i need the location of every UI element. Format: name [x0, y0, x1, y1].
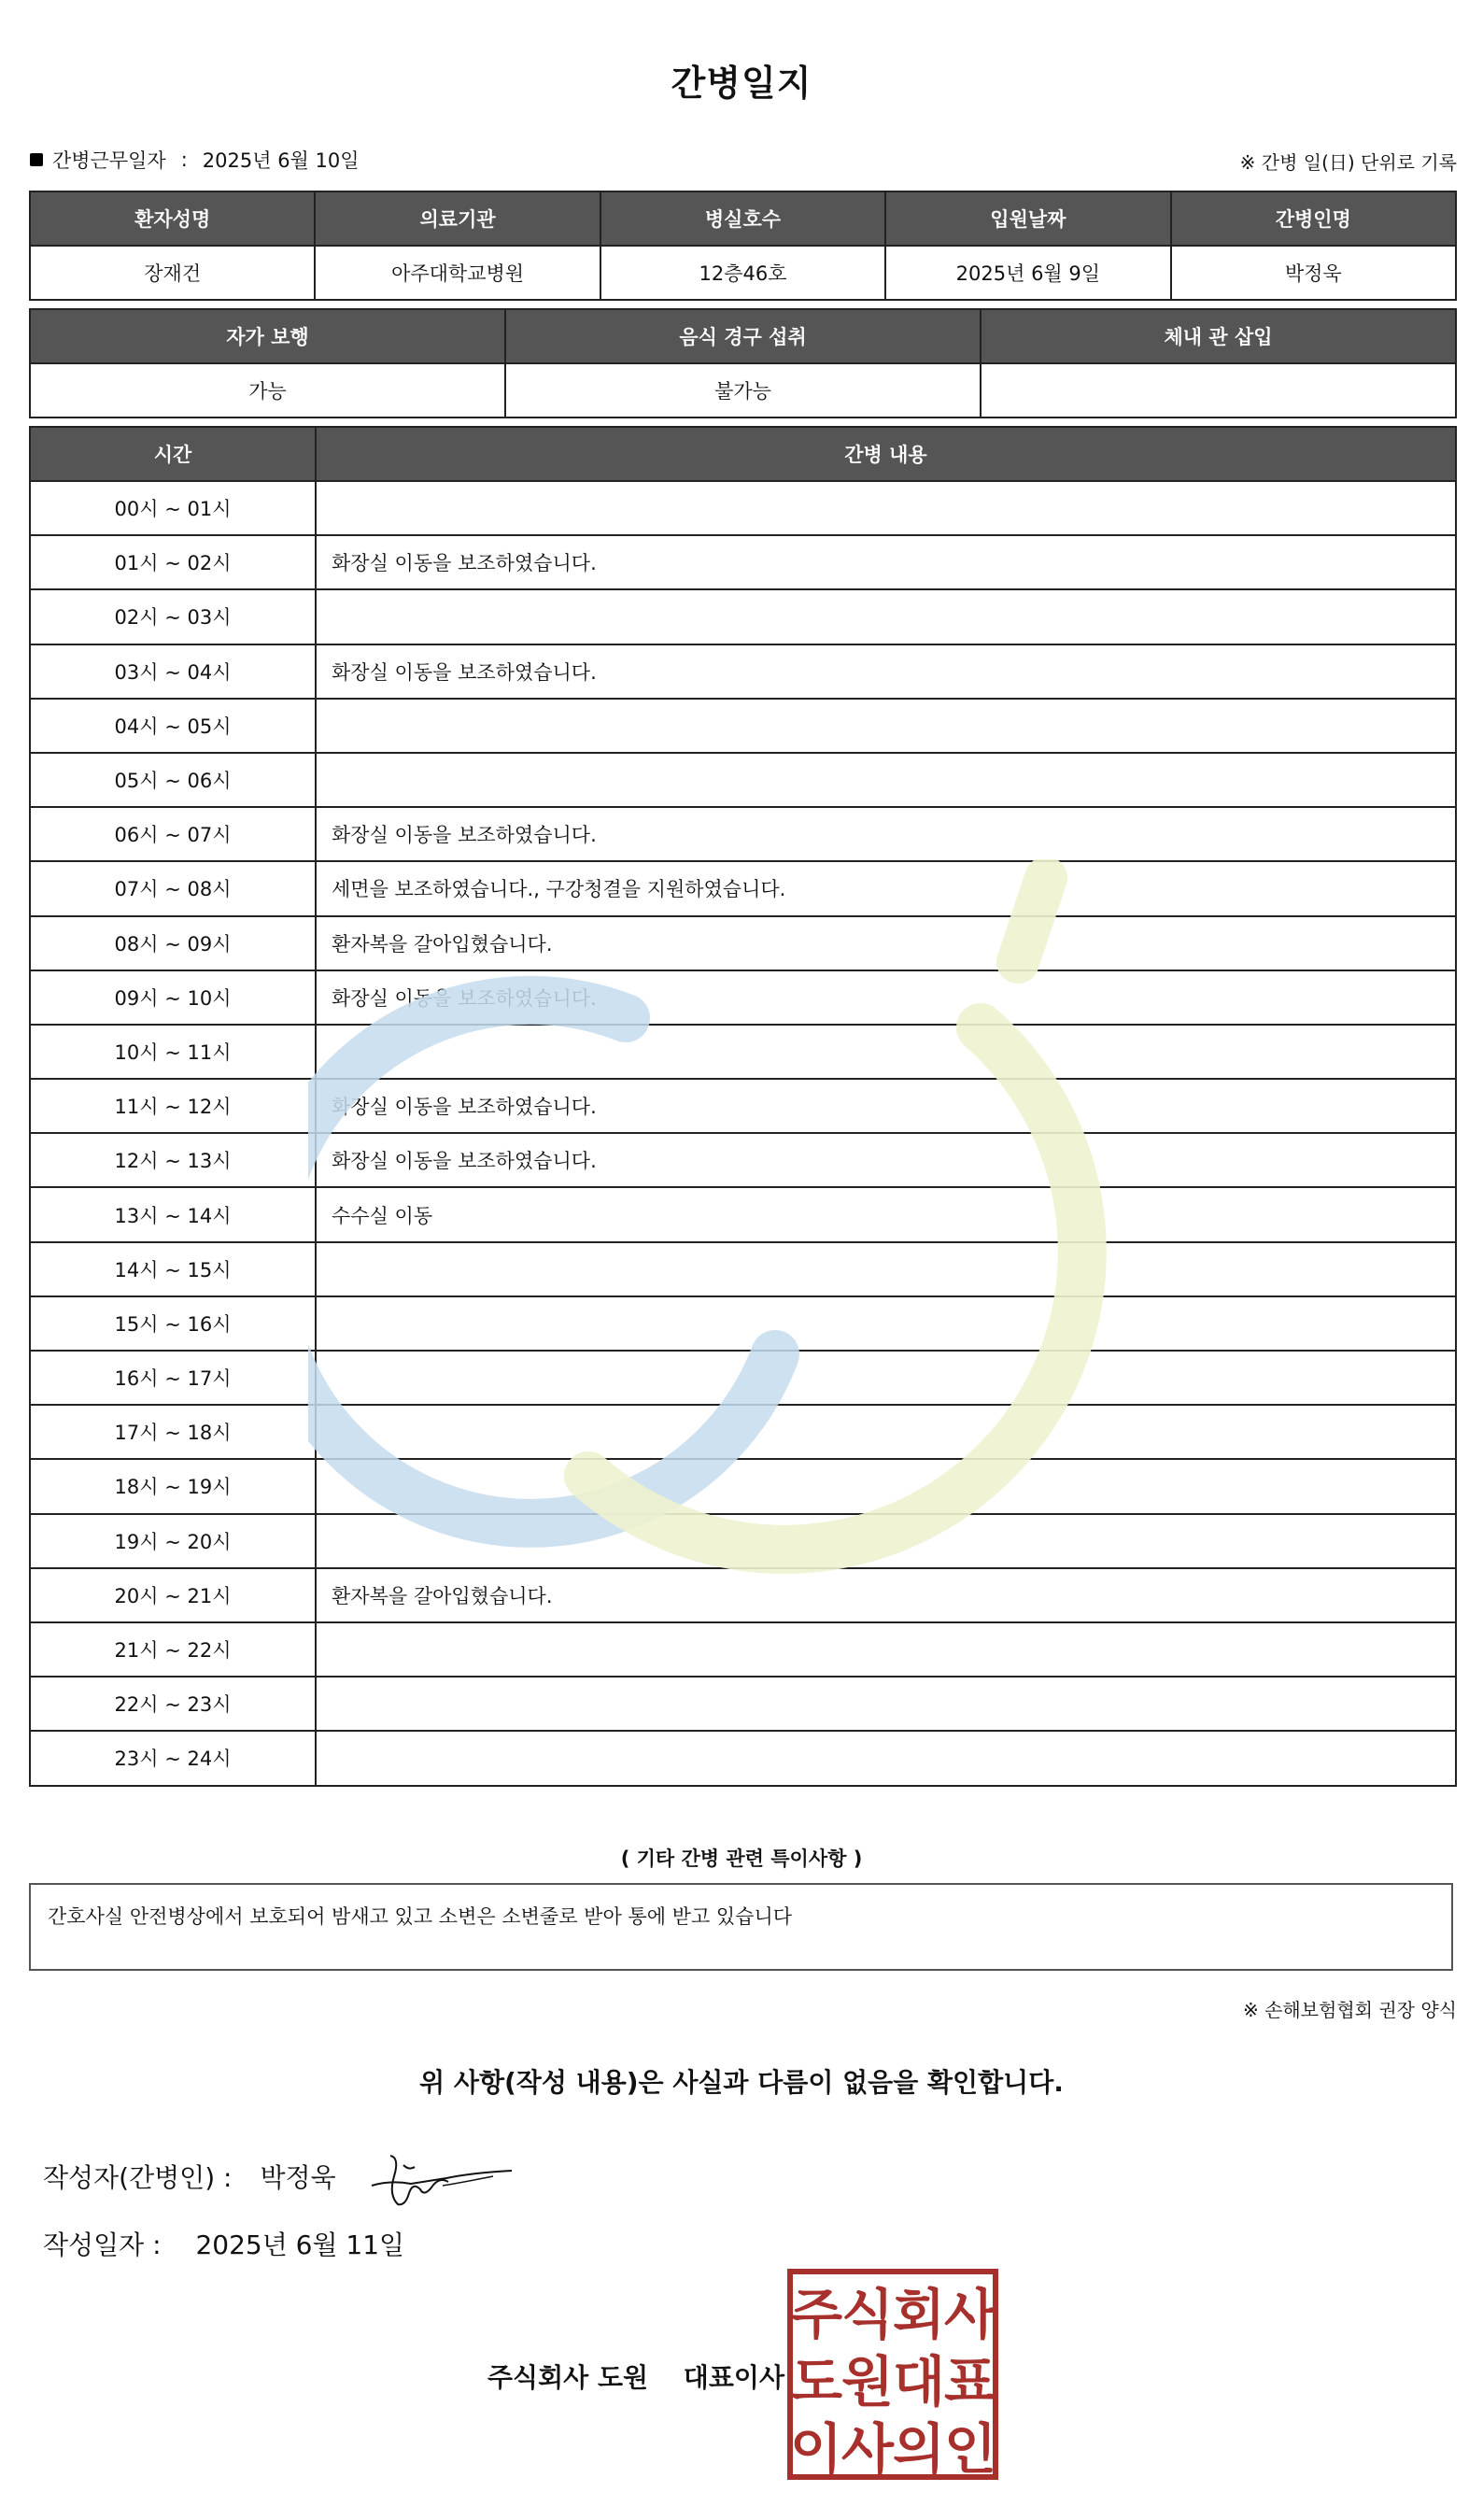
- log-row: [30, 1187, 1456, 1241]
- patient-status-table: [29, 308, 1457, 418]
- caregiver-name-header: 간병인명: [1171, 191, 1456, 246]
- log-time: 17시 ~ 18시: [30, 1405, 316, 1459]
- log-content: [316, 481, 1456, 535]
- log-content: [316, 1405, 1456, 1459]
- log-time: 20시 ~ 21시: [30, 1568, 316, 1622]
- oral-intake-header: 음식 경구 섭취: [505, 309, 981, 363]
- seal-character: 대: [892, 2350, 946, 2414]
- write-date-label: 작성일자 :: [43, 2230, 162, 2260]
- handwritten-signature: [362, 2148, 517, 2210]
- tube-insertion-header: 체내 관 삽입: [981, 309, 1456, 363]
- log-content: [316, 1459, 1456, 1513]
- writer-line: [43, 2158, 336, 2195]
- log-content: [316, 699, 1456, 753]
- time-header: 시간: [30, 427, 316, 481]
- log-time: 03시 ~ 04시: [30, 644, 316, 699]
- log-row: [30, 1242, 1456, 1296]
- company-seal-stamp: [786, 2268, 999, 2481]
- log-row: [30, 1025, 1456, 1079]
- self-walking-value: 가능: [30, 363, 505, 418]
- log-row: [30, 861, 1456, 915]
- log-content: 화장실 이동을 보조하였습니다.: [316, 1133, 1456, 1187]
- room-number-header: 병실호수: [600, 191, 885, 246]
- log-content: [316, 589, 1456, 644]
- log-row: [30, 1296, 1456, 1351]
- special-notes-box: [29, 1883, 1453, 1971]
- seal-character: 원: [840, 2350, 895, 2414]
- log-time: 15시 ~ 16시: [30, 1296, 316, 1351]
- log-content: [316, 1731, 1456, 1785]
- seal-character: 인: [943, 2417, 997, 2481]
- company-name: 주식회사 도원: [487, 2362, 649, 2393]
- log-content: [316, 1296, 1456, 1351]
- patient-name-value: 장재건: [30, 246, 315, 300]
- log-content: 화장실 이동을 보조하였습니다.: [316, 1079, 1456, 1133]
- care-content-header: 간병 내용: [316, 427, 1456, 481]
- log-content: [316, 1242, 1456, 1296]
- writer-name: 박정욱: [260, 2162, 336, 2193]
- log-time: 22시 ~ 23시: [30, 1677, 316, 1731]
- log-row: [30, 699, 1456, 753]
- seal-character: 회: [892, 2283, 946, 2346]
- log-row: [30, 970, 1456, 1025]
- log-row: [30, 1568, 1456, 1622]
- log-row: [30, 1731, 1456, 1785]
- oral-intake-value: 불가능: [505, 363, 981, 418]
- seal-character: 도: [789, 2350, 843, 2414]
- log-time: 09시 ~ 10시: [30, 970, 316, 1025]
- log-time: 05시 ~ 06시: [30, 753, 316, 807]
- seal-character: 표: [943, 2350, 997, 2414]
- seal-character: 사: [943, 2283, 997, 2346]
- log-row: [30, 1622, 1456, 1677]
- special-notes-title: ( 기타 간병 관련 특이사항 ): [620, 1848, 863, 1870]
- care-log-table: [29, 426, 1457, 1787]
- log-content: 화장실 이동을 보조하였습니다.: [316, 970, 1456, 1025]
- log-content: 세면을 보조하였습니다., 구강청결을 지원하였습니다.: [316, 861, 1456, 915]
- log-row: [30, 1677, 1456, 1731]
- seal-character: 이: [789, 2417, 843, 2481]
- admission-date-value: 2025년 6월 9일: [885, 246, 1170, 300]
- log-content: [316, 753, 1456, 807]
- patient-name-header: 환자성명: [30, 191, 315, 246]
- hospital-value: 아주대학교병원: [315, 246, 600, 300]
- log-time: 19시 ~ 20시: [30, 1514, 316, 1568]
- company-line: [487, 2357, 784, 2395]
- write-date-line: [43, 2225, 404, 2262]
- log-content: [316, 1677, 1456, 1731]
- seal-character: 사: [840, 2417, 895, 2481]
- log-content: 화장실 이동을 보조하였습니다.: [316, 807, 1456, 861]
- log-row: [30, 1079, 1456, 1133]
- log-time: 14시 ~ 15시: [30, 1242, 316, 1296]
- log-content: [316, 1622, 1456, 1677]
- hospital-header: 의료기관: [315, 191, 600, 246]
- log-content: [316, 1025, 1456, 1079]
- log-time: 07시 ~ 08시: [30, 861, 316, 915]
- log-row: [30, 807, 1456, 861]
- daily-record-note: ※ 간병 일(日) 단위로 기록: [1239, 151, 1457, 174]
- log-content: 환자복을 갈아입혔습니다.: [316, 1568, 1456, 1622]
- seal-character: 주: [789, 2283, 843, 2346]
- self-walking-header: 자가 보행: [30, 309, 505, 363]
- log-time: 16시 ~ 17시: [30, 1351, 316, 1405]
- log-time: 08시 ~ 09시: [30, 916, 316, 970]
- seal-character: 식: [840, 2283, 895, 2346]
- page-title: 간병일지: [671, 63, 812, 104]
- room-number-value: 12층46호: [600, 246, 885, 300]
- log-row: [30, 535, 1456, 589]
- log-time: 01시 ~ 02시: [30, 535, 316, 589]
- log-time: 00시 ~ 01시: [30, 481, 316, 535]
- log-row: [30, 589, 1456, 644]
- log-row: [30, 481, 1456, 535]
- work-date-line: [30, 146, 360, 174]
- work-date-label: 간병근무일자: [52, 149, 166, 172]
- patient-info-table: [29, 191, 1457, 301]
- log-row: [30, 1405, 1456, 1459]
- log-time: 12시 ~ 13시: [30, 1133, 316, 1187]
- caregiver-name-value: 박정욱: [1171, 246, 1456, 300]
- log-row: [30, 1514, 1456, 1568]
- log-content: 수수실 이동: [316, 1187, 1456, 1241]
- log-row: [30, 644, 1456, 699]
- writer-label: 작성자(간병인) :: [43, 2162, 233, 2193]
- log-row: [30, 916, 1456, 970]
- log-time: 13시 ~ 14시: [30, 1187, 316, 1241]
- log-time: 10시 ~ 11시: [30, 1025, 316, 1079]
- work-date-separator: :: [180, 149, 188, 171]
- special-notes-text: 간호사실 안전병상에서 보호되어 밤새고 있고 소변은 소변줄로 받아 통에 받고 있습니다: [48, 1905, 793, 1928]
- log-time: 04시 ~ 05시: [30, 699, 316, 753]
- log-time: 18시 ~ 19시: [30, 1459, 316, 1513]
- recommended-form-note: ※ 손해보험협회 권장 양식: [1242, 1999, 1457, 2021]
- log-time: 11시 ~ 12시: [30, 1079, 316, 1133]
- log-row: [30, 753, 1456, 807]
- work-date-value: 2025년 6월 10일: [202, 149, 360, 172]
- log-time: 21시 ~ 22시: [30, 1622, 316, 1677]
- square-bullet-icon: [30, 153, 43, 166]
- log-content: 환자복을 갈아입혔습니다.: [316, 916, 1456, 970]
- log-time: 02시 ~ 03시: [30, 589, 316, 644]
- log-content: [316, 1351, 1456, 1405]
- log-content: 화장실 이동을 보조하였습니다.: [316, 535, 1456, 589]
- log-time: 23시 ~ 24시: [30, 1731, 316, 1785]
- tube-insertion-value: [981, 363, 1456, 418]
- seal-character: 의: [892, 2417, 946, 2481]
- log-row: [30, 1459, 1456, 1513]
- log-content: [316, 1514, 1456, 1568]
- admission-date-header: 입원날짜: [885, 191, 1170, 246]
- confirmation-statement: 위 사항(작성 내용)은 사실과 다름이 없음을 확인합니다.: [419, 2067, 1064, 2098]
- log-row: [30, 1351, 1456, 1405]
- log-content: 화장실 이동을 보조하였습니다.: [316, 644, 1456, 699]
- log-row: [30, 1133, 1456, 1187]
- write-date-value: 2025년 6월 11일: [195, 2230, 405, 2260]
- log-time: 06시 ~ 07시: [30, 807, 316, 861]
- ceo-label: 대표이사: [683, 2362, 784, 2393]
